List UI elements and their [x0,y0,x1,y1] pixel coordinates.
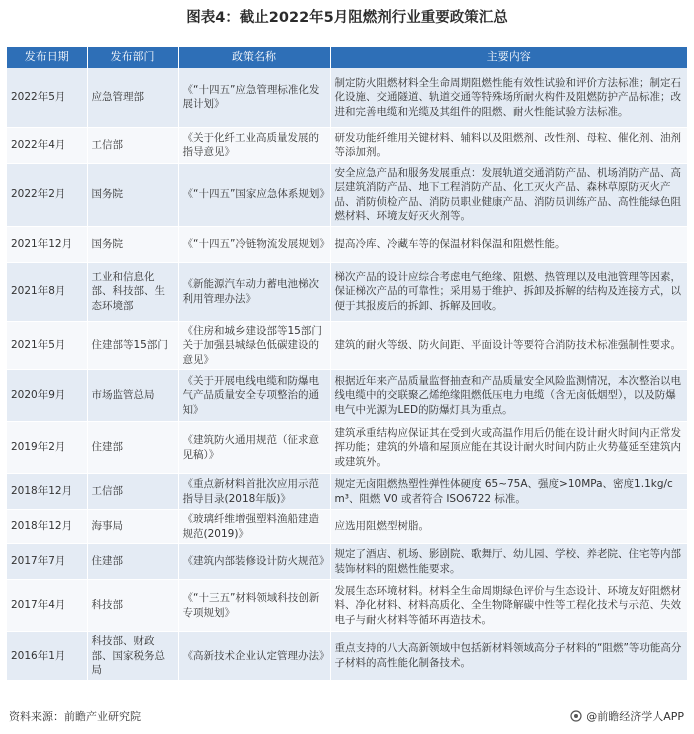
table-row [7,632,687,681]
cell-dept: 市场监管总局 [87,370,178,422]
cell-policy-name: 《关于开展电线电缆和防爆电气产品质量安全专项整治的通知》 [178,370,330,422]
brand-logo-icon [570,710,582,722]
cell-dept: 海事局 [87,510,178,544]
cell-policy-name: 《“十四五”应急管理标准化发展计划》 [178,68,330,127]
cell-policy-name: 《关于化纤工业高质量发展的指导意见》 [178,127,330,163]
cell-policy-name: 《“十三五”材料领域科技创新专项规划》 [178,580,330,632]
cell-date: 2017年4月 [7,580,87,632]
cell-content: 安全应急产品和服务发展重点：发展轨道交通消防产品、机场消防产品、高层建筑消防产品、地下工程消防产品、化工灭火产品、森林草原防灭火产品、消防侦检产品、消防员职业健康产品、消防员训练产品、高性能绿色阻燃材料、环境友好灭火剂等。 [330,163,687,226]
table-row [7,163,687,226]
header-dept: 发布部门 [87,47,178,68]
chart-title: 图表4：截止2022年5月阻燃剂行业重要政策汇总 [186,10,508,26]
header-date: 发布日期 [7,47,87,68]
cell-dept: 国务院 [87,163,178,226]
table-row [7,370,687,422]
brand-label: @前瞻经济学人APP [586,710,684,723]
cell-policy-name: 《新能源汽车动力蓄电池梯次利用管理办法》 [178,262,330,321]
cell-date: 2018年12月 [7,510,87,544]
cell-policy-name: 《“十四五”冷链物流发展规划》 [178,226,330,262]
cell-content: 梯次产品的设计应综合考虑电气绝缘、阻燃、热管理以及电池管理等因素，保证梯次产品的可靠性；采用易于维护、拆卸及拆解的结构及连接方式，以便于其报废后的拆卸、拆解及回收。 [330,262,687,321]
cell-content: 规定无卤阻燃热塑性弹性体硬度 65~75A、强度>10MPa、密度1.1kg/cm³、阻燃 V0 或者符合 ISO6722 标准。 [330,474,687,510]
table-body [7,68,687,680]
table-row [7,510,687,544]
table-row [7,474,687,510]
cell-content: 重点支持的八大高新领域中包括新材料领域高分子材料的“阻燃”等功能高分子材料的高性能化制备技术。 [330,632,687,681]
cell-date: 2020年9月 [7,370,87,422]
cell-date: 2016年1月 [7,632,87,681]
cell-dept: 住建部等15部门 [87,321,178,370]
table-row [7,226,687,262]
cell-dept: 工信部 [87,474,178,510]
brand-credit [570,708,684,724]
table-row [7,262,687,321]
cell-policy-name: 《“十四五”国家应急体系规划》 [178,163,330,226]
cell-policy-name: 《建筑防火通用规范（征求意见稿）》 [178,422,330,474]
cell-content: 建筑的耐火等级、防火间距、平面设计等要符合消防技术标准强制性要求。 [330,321,687,370]
cell-content: 研发功能纤维用关键材料、辅料以及阻燃剂、改性剂、母粒、催化剂、油剂等添加剂。 [330,127,687,163]
table-row [7,321,687,370]
policy-table [7,47,687,681]
cell-date: 2017年7月 [7,544,87,580]
cell-dept: 科技部、财政部、国家税务总局 [87,632,178,681]
cell-dept: 国务院 [87,226,178,262]
cell-content: 建筑承重结构应保证其在受到火或高温作用后仍能在设计耐火时间内正常发挥功能；建筑的外墙和屋顶应能在其设计耐火时间内防止火势蔓延至建筑内或建筑外。 [330,422,687,474]
cell-date: 2018年12月 [7,474,87,510]
cell-content: 制定防火阻燃材料全生命周期阻燃性能有效性试验和评价方法标准；制定石化设施、交通隧道、轨道交通等特殊场所耐火构件及阻燃防护产品标准；改进和完善电缆和光缆及其组件的阻燃、耐火性能试验方法标准。 [330,68,687,127]
cell-dept: 住建部 [87,544,178,580]
cell-dept: 工信部 [87,127,178,163]
table-row [7,580,687,632]
cell-content: 应选用阻燃型树脂。 [330,510,687,544]
source-note: 资料来源：前瞻产业研究院 [9,710,141,723]
cell-content: 提高冷库、冷藏车等的保温材料保温和阻燃性能。 [330,226,687,262]
cell-policy-name: 《玻璃纤维增强塑料渔船建造规范(2019)》 [178,510,330,544]
table-row [7,127,687,163]
cell-date: 2022年2月 [7,163,87,226]
cell-dept: 科技部 [87,580,178,632]
header-name: 政策名称 [178,47,330,68]
cell-date: 2019年2月 [7,422,87,474]
cell-date: 2021年5月 [7,321,87,370]
cell-dept: 工业和信息化部、科技部、生态环境部 [87,262,178,321]
cell-date: 2022年5月 [7,68,87,127]
table-row [7,422,687,474]
header-content: 主要内容 [330,47,687,68]
table-header-row [7,47,687,68]
table-row [7,68,687,127]
cell-policy-name: 《高新技术企业认定管理办法》 [178,632,330,681]
cell-date: 2021年12月 [7,226,87,262]
cell-policy-name: 《建筑内部装修设计防火规范》 [178,544,330,580]
cell-dept: 应急管理部 [87,68,178,127]
cell-date: 2022年4月 [7,127,87,163]
cell-content: 根据近年来产品质量监督抽查和产品质量安全风险监测情况，本次整治以电线电缆中的交联聚乙烯绝缘阻燃低压电力电缆（含无卤低烟型），以及防爆电气中光源为LED的防爆灯具为重点。 [330,370,687,422]
table-row [7,544,687,580]
cell-policy-name: 《重点新材料首批次应用示范指导目录(2018年版)》 [178,474,330,510]
cell-dept: 住建部 [87,422,178,474]
cell-content: 发展生态环境材料。材料全生命周期绿色评价与生态设计、环境友好阻燃材料、净化材料、材料高质化、全生物降解碳中性等工程化技术与示范、失效电子与耐火材料等循环再造技术。 [330,580,687,632]
cell-date: 2021年8月 [7,262,87,321]
cell-content: 规定了酒店、机场、影剧院、歌舞厅、幼儿园、学校、养老院、住宅等内部装饰材料的阻燃性能要求。 [330,544,687,580]
cell-policy-name: 《住房和城乡建设部等15部门关于加强县城绿色低碳建设的意见》 [178,321,330,370]
